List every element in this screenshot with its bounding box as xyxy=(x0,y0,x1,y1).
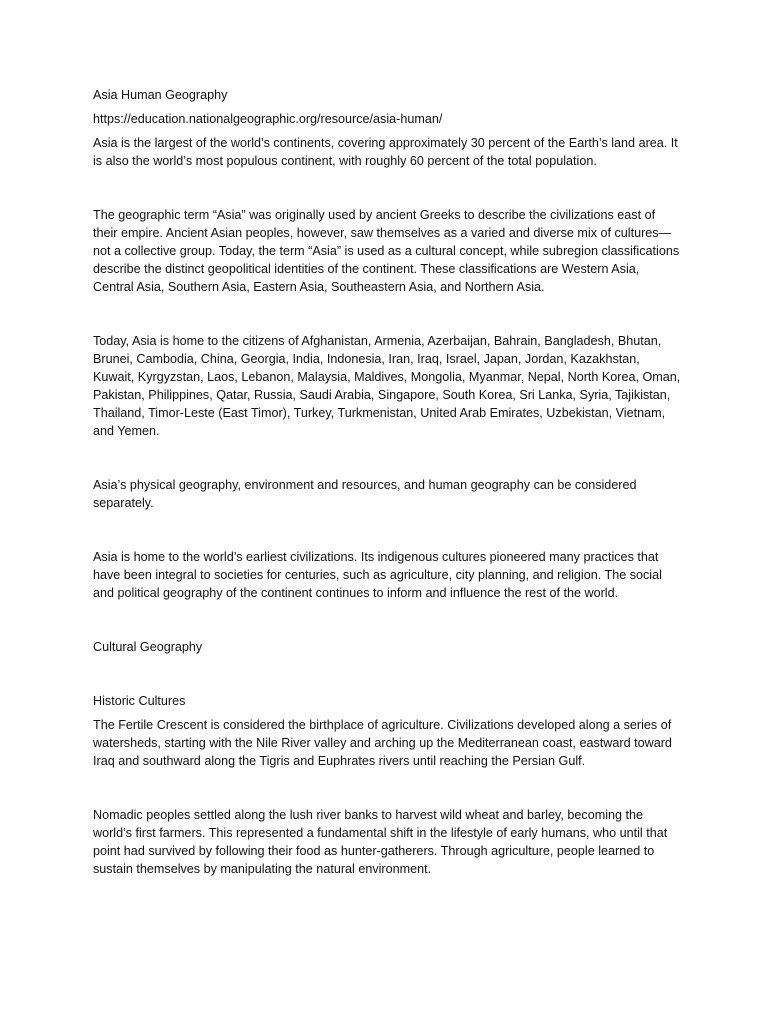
paragraph-civilizations: Asia is home to the world’s earliest civilizations. Its indigenous cultures pioneered many practices that have been integral to societies for centuries, such as agriculture, city planning, and religion. The social and political geography of the continent continues to inform and influence the rest of the world. xyxy=(93,550,662,600)
subsection-heading-historic-cultures: Historic Cultures xyxy=(93,694,186,708)
paragraph-term-asia: The geographic term “Asia” was originally used by ancient Greeks to describe the civilizations east of their empire. Ancient Asian peoples, however, saw themselves as a varied and diverse mix of cultures—not a collective group. Today, the term “Asia” is used as a cultural concept, while subregion classifications describe the distinct geopolitical identities of the continent. These classifications are Western Asia, Central Asia, Southern Asia, Eastern Asia, Southeastern Asia, and Northern Asia. xyxy=(93,208,680,294)
source-url: https://education.nationalgeographic.org/resource/asia-human/ xyxy=(93,112,443,126)
paragraph-fertile-crescent: The Fertile Crescent is considered the birthplace of agriculture. Civilizations developed along a series of watersheds, starting with the Nile River valley and arching up the Mediterranean coast, eastward toward Iraq and southward along the Tigris and Euphrates rivers until reaching the Persian Gulf. xyxy=(93,718,672,768)
paragraph-countries: Today, Asia is home to the citizens of Afghanistan, Armenia, Azerbaijan, Bahrain, Bangladesh, Bhutan, Brunei, Cambodia, China, Georgia, India, Indonesia, Iran, Iraq, Israel, Japan, Jordan, Kazakhstan, Kuwait, Kyrgyzstan, Laos, Lebanon, Malaysia, Maldives, Mongolia, Myanmar, Nepal, North Korea, Oman, Pakistan, Philippines, Qatar, Russia, Saudi Arabia, Singapore, South Korea, Sri Lanka, Syria, Tajikistan, Thailand, Timor-Leste (East Timor), Turkey, Turkmenistan, United Arab Emirates, Uzbekistan, Vietnam, and Yemen. xyxy=(93,334,681,438)
document-body xyxy=(93,86,683,878)
document-title: Asia Human Geography xyxy=(93,88,228,102)
section-heading-cultural-geography: Cultural Geography xyxy=(93,640,203,654)
paragraph-intro: Asia is the largest of the world’s continents, covering approximately 30 percent of the Earth’s land area. It is also the world’s most populous continent, with roughly 60 percent of the total population. xyxy=(93,136,678,168)
paragraph-geography-types: Asia’s physical geography, environment and resources, and human geography can be considered separately. xyxy=(93,478,637,510)
paragraph-nomadic-peoples: Nomadic peoples settled along the lush river banks to harvest wild wheat and barley, becoming the world’s first farmers. This represented a fundamental shift in the lifestyle of early humans, who until that point had survived by following their food as hunter-gatherers. Through agriculture, people learned to sustain themselves by manipulating the natural environment. xyxy=(93,808,668,876)
